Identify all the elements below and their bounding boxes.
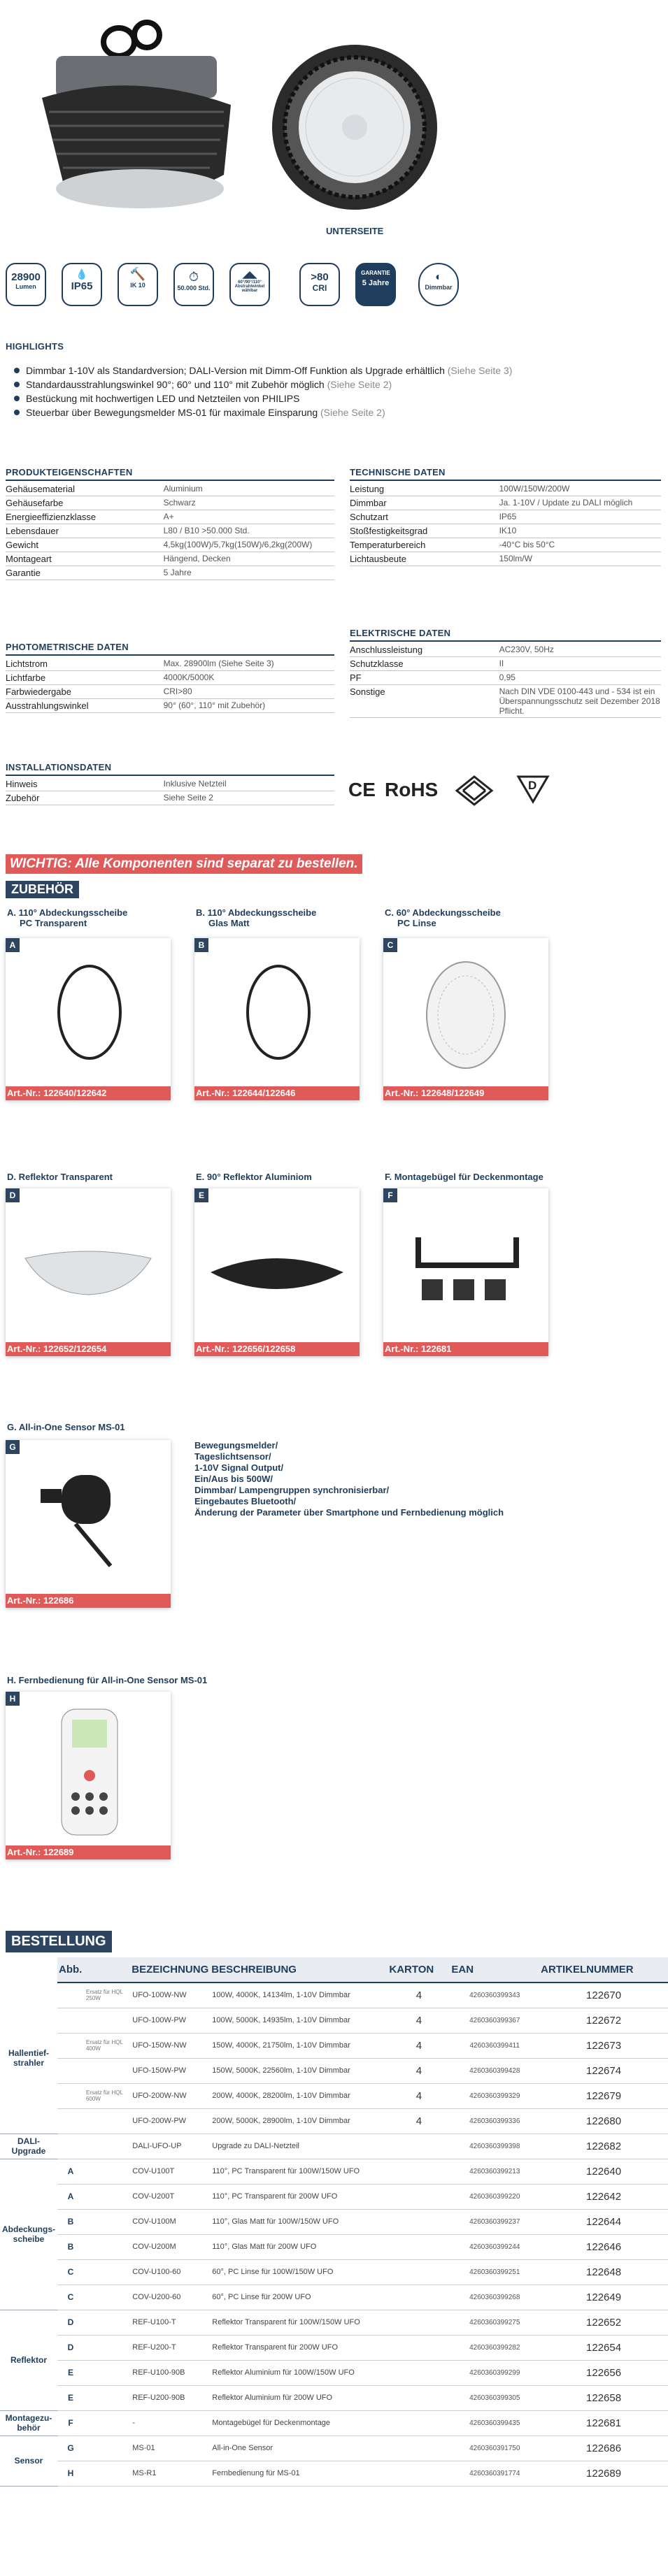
order-beschreibung: 100W, 5000K, 14935lm, 1-10V Dimmbar xyxy=(210,2008,388,2033)
order-ean: 4260360399268 xyxy=(450,2284,539,2310)
order-ean: 4260360399275 xyxy=(450,2310,539,2335)
acc-f-title: F. Montagebügel für Deckenmontage xyxy=(385,1172,543,1182)
spec-value: 100W/150W/200W xyxy=(499,482,661,496)
photometrisch-title: PHOTOMETRISCHE DATEN xyxy=(6,642,129,652)
order-ean: 4260360399282 xyxy=(450,2335,539,2360)
order-bezeichnung: REF-U200-T xyxy=(130,2335,210,2360)
order-bezeichnung: COV-U200-60 xyxy=(130,2284,210,2310)
order-artikelnummer: 122672 xyxy=(539,2008,668,2033)
order-bezeichnung: REF-U100-90B xyxy=(130,2360,210,2385)
order-karton xyxy=(388,2360,450,2385)
order-row xyxy=(0,2033,668,2058)
order-bezeichnung: REF-U100-T xyxy=(130,2310,210,2335)
order-bezeichnung: UFO-100W-NW xyxy=(130,1983,210,2008)
order-bezeichnung: COV-U200T xyxy=(130,2184,210,2209)
d-mark: D xyxy=(516,775,550,806)
order-abb: F xyxy=(57,2410,84,2435)
order-row xyxy=(0,2259,668,2284)
order-row xyxy=(0,2385,668,2410)
order-abb xyxy=(57,1983,84,2008)
spec-value: Nach DIN VDE 0100-443 und - 534 ist ein Überspannungsschutz seit Dezember 2018 Pflicht. xyxy=(499,685,661,718)
spec-key: Lichtfarbe xyxy=(6,671,164,685)
order-beschreibung: 150W, 4000K, 21750lm, 1-10V Dimmbar xyxy=(210,2033,388,2058)
order-artikelnummer: 122679 xyxy=(539,2083,668,2108)
order-row xyxy=(0,2058,668,2083)
spec-value: Aluminium xyxy=(164,482,334,496)
order-ean: 4260360399213 xyxy=(450,2159,539,2184)
order-row xyxy=(0,2435,668,2461)
order-note xyxy=(84,2209,130,2234)
spec-value: 0,95 xyxy=(499,671,661,685)
order-ean: 4260360399244 xyxy=(450,2234,539,2259)
order-beschreibung: 100W, 4000K, 14134lm, 1-10V Dimmbar xyxy=(210,1983,388,2008)
order-row xyxy=(0,2083,668,2108)
spec-value: CRI>80 xyxy=(164,685,334,699)
order-ean: 4260360399367 xyxy=(450,2008,539,2033)
spec-key: Lebensdauer xyxy=(6,524,164,538)
weee-mark xyxy=(453,775,495,809)
order-note xyxy=(84,2385,130,2410)
order-beschreibung: 110°, PC Transparent für 200W UFO xyxy=(210,2184,388,2209)
order-note xyxy=(84,2184,130,2209)
spec-key: Lichtstrom xyxy=(6,657,164,671)
spec-key: Hinweis xyxy=(6,777,164,791)
order-beschreibung: 110°, Glas Matt für 200W UFO xyxy=(210,2234,388,2259)
order-group-label: Abdeckungs- scheibe xyxy=(0,2159,57,2310)
order-row xyxy=(0,2008,668,2033)
order-artikelnummer: 122646 xyxy=(539,2234,668,2259)
produkt-row xyxy=(6,566,334,580)
installation-table xyxy=(6,777,334,805)
ik10-icon: 🔨 IK 10 xyxy=(118,263,158,306)
highlight-item: Steuerbar über Bewegungsmelder MS-01 für maximale Einsparung (Siehe Seite 2) xyxy=(14,405,385,419)
produkt-row xyxy=(6,496,334,510)
spec-value: A+ xyxy=(164,510,334,524)
order-bezeichnung: UFO-150W-PW xyxy=(130,2058,210,2083)
order-ean: 4260360399428 xyxy=(450,2058,539,2083)
order-note: Ersatz für HQL 600W xyxy=(84,2083,130,2108)
order-artikelnummer: 122673 xyxy=(539,2033,668,2058)
spec-key: Dimmbar xyxy=(350,496,499,510)
technisch-row xyxy=(350,552,661,566)
order-note xyxy=(84,2234,130,2259)
elektrisch-row xyxy=(350,685,661,718)
spec-key: Schutzart xyxy=(350,510,499,524)
order-row xyxy=(0,2159,668,2184)
order-abb: B xyxy=(57,2209,84,2234)
spec-key: Farbwiedergabe xyxy=(6,685,164,699)
order-artikelnummer: 122652 xyxy=(539,2310,668,2335)
order-note xyxy=(84,2159,130,2184)
order-group-label: Montagezu- behör xyxy=(0,2410,57,2435)
cri-icon: >80 CRI xyxy=(299,263,340,306)
order-beschreibung: 60°, PC Linse für 200W UFO xyxy=(210,2284,388,2310)
order-row xyxy=(0,1983,668,2008)
technisch-row xyxy=(350,496,661,510)
order-ean: 4260360391750 xyxy=(450,2435,539,2461)
technisch-table xyxy=(350,482,661,566)
order-abb xyxy=(57,2008,84,2033)
order-note xyxy=(84,2435,130,2461)
order-artikelnummer: 122654 xyxy=(539,2335,668,2360)
acc-b-title: B. 110° Abdeckungsscheibe Glas Matt xyxy=(196,907,317,928)
highlight-item: Standardausstrahlungswinkel 90°; 60° und 110° mit Zubehör möglich (Siehe Seite 2) xyxy=(14,377,392,391)
spec-value: IK10 xyxy=(499,524,661,538)
order-row xyxy=(0,2360,668,2385)
order-beschreibung: Upgrade zu DALI-Netzteil xyxy=(210,2134,388,2159)
order-beschreibung: Montagebügel für Deckenmontage xyxy=(210,2410,388,2435)
order-artikelnummer: 122649 xyxy=(539,2284,668,2310)
accessory-card-g[interactable]: G Art.-Nr.: 122686 xyxy=(6,1440,171,1608)
acc-e-title: E. 90° Reflektor Aluminiom xyxy=(196,1172,312,1182)
order-karton: 4 xyxy=(388,2108,450,2134)
dimmable-icon: ◐ Dimmbar xyxy=(418,263,459,306)
ce-mark: CE xyxy=(348,779,376,800)
technisch-row xyxy=(350,524,661,538)
order-artikelnummer: 122640 xyxy=(539,2159,668,2184)
spec-value: AC230V, 50Hz xyxy=(499,643,661,657)
order-karton xyxy=(388,2259,450,2284)
bestellung-title: BESTELLUNG xyxy=(6,1931,112,1952)
photometrisch-row xyxy=(6,671,334,685)
order-bezeichnung: MS-01 xyxy=(130,2435,210,2461)
order-abb: H xyxy=(57,2461,84,2486)
order-group-label: Reflektor xyxy=(0,2310,57,2410)
warranty-icon: GARANTIE 5 Jahre xyxy=(355,263,396,306)
product-caption: UNTERSEITE xyxy=(326,226,384,236)
order-beschreibung: All-in-One Sensor xyxy=(210,2435,388,2461)
order-note xyxy=(84,2008,130,2033)
order-note xyxy=(84,2108,130,2134)
produkt-row xyxy=(6,524,334,538)
elektrisch-row xyxy=(350,643,661,657)
order-abb xyxy=(57,2058,84,2083)
highlights-title: HIGHLIGHTS xyxy=(6,341,64,352)
order-artikelnummer: 122658 xyxy=(539,2385,668,2410)
accessory-card-c[interactable]: C Art.-Nr.: 122648/122649 xyxy=(383,938,548,1100)
order-karton xyxy=(388,2209,450,2234)
order-bezeichnung: COV-U100M xyxy=(130,2209,210,2234)
produkt-table xyxy=(6,482,334,580)
spec-key: PF xyxy=(350,671,499,685)
product-side-image xyxy=(14,14,252,224)
order-karton xyxy=(388,2234,450,2259)
order-beschreibung: 200W, 5000K, 28900lm, 1-10V Dimmbar xyxy=(210,2108,388,2134)
order-row xyxy=(0,2184,668,2209)
order-beschreibung: Reflektor Aluminium für 200W UFO xyxy=(210,2385,388,2410)
spec-value: Ja. 1-10V / Update zu DALI möglich xyxy=(499,496,661,510)
order-karton xyxy=(388,2435,450,2461)
spec-value: L80 / B10 >50.000 Std. xyxy=(164,524,334,538)
product-bottom-image xyxy=(269,42,441,213)
order-artikelnummer: 122642 xyxy=(539,2184,668,2209)
spec-value: Inklusive Netzteil xyxy=(164,777,334,791)
order-bezeichnung: COV-U200M xyxy=(130,2234,210,2259)
rohs-mark: RoHS xyxy=(385,779,439,800)
spec-key: Zubehör xyxy=(6,791,164,805)
photometrisch-table xyxy=(6,657,334,713)
order-group-label: DALI- Upgrade xyxy=(0,2134,57,2159)
spec-key: Stoßfestigkeitsgrad xyxy=(350,524,499,538)
order-ean: 4260360399336 xyxy=(450,2108,539,2134)
order-bezeichnung: COV-U100T xyxy=(130,2159,210,2184)
order-artikelnummer: 122656 xyxy=(539,2360,668,2385)
order-row xyxy=(0,2410,668,2435)
spec-value: Max. 28900lm (Siehe Seite 3) xyxy=(164,657,334,671)
order-artikelnummer: 122674 xyxy=(539,2058,668,2083)
order-beschreibung: Reflektor Transparent für 200W UFO xyxy=(210,2335,388,2360)
order-row xyxy=(0,2284,668,2310)
technisch-row xyxy=(350,538,661,552)
order-note xyxy=(84,2410,130,2435)
order-abb: D xyxy=(57,2310,84,2335)
order-note xyxy=(84,2259,130,2284)
order-abb xyxy=(57,2083,84,2108)
order-ean: 4260360399220 xyxy=(450,2184,539,2209)
installation-row xyxy=(6,777,334,791)
spec-value: 5 Jahre xyxy=(164,566,334,580)
photometrisch-row xyxy=(6,657,334,671)
order-abb xyxy=(57,2134,84,2159)
order-artikelnummer: 122648 xyxy=(539,2259,668,2284)
accessory-card-h[interactable]: H Art.-Nr.: 122689 xyxy=(6,1692,171,1859)
sensor-description: Bewegungsmelder/ Tageslichtsensor/ 1-10V Signal Output/ Ein/Aus bis 500W/ Dimmbar/ Lampengruppen synchronisierbar/ Eingebautes Bluetooth/ Änderung der Parameter über Smartphone und Fernbedienung möglich xyxy=(194,1440,504,1518)
acc-c-title: C. 60° Abdeckungsscheibe PC Linse xyxy=(385,907,501,928)
ip65-icon: 💧 IP65 xyxy=(62,263,102,306)
order-bezeichnung: - xyxy=(130,2410,210,2435)
acc-g-title: G. All-in-One Sensor MS-01 xyxy=(7,1422,125,1432)
order-beschreibung: Fernbedienung für MS-01 xyxy=(210,2461,388,2486)
order-ean: 4260360399251 xyxy=(450,2259,539,2284)
order-row xyxy=(0,2209,668,2234)
order-bezeichnung: DALI-UFO-UP xyxy=(130,2134,210,2159)
highlight-item: Dimmbar 1-10V als Standardversion; DALI-Version mit Dimm-Off Funktion als Upgrade erhältlich (Siehe Seite 3) xyxy=(14,364,512,377)
order-artikelnummer: 122689 xyxy=(539,2461,668,2486)
warning-banner: WICHTIG: Alle Komponenten sind separat zu bestellen. xyxy=(6,854,362,874)
order-karton xyxy=(388,2159,450,2184)
order-karton xyxy=(388,2410,450,2435)
order-ean: 4260360399398 xyxy=(450,2134,539,2159)
order-ean: 4260360399299 xyxy=(450,2360,539,2385)
order-artikelnummer: 122670 xyxy=(539,1983,668,2008)
accessory-card-d[interactable]: D Art.-Nr.: 122652/122654 xyxy=(6,1188,171,1356)
elektrisch-row xyxy=(350,657,661,671)
order-bezeichnung: UFO-100W-PW xyxy=(130,2008,210,2033)
order-abb: C xyxy=(57,2284,84,2310)
spec-value: -40°C bis 50°C xyxy=(499,538,661,552)
acc-d-title: D. Reflektor Transparent xyxy=(7,1172,113,1182)
order-karton xyxy=(388,2310,450,2335)
installation-title: INSTALLATIONSDATEN xyxy=(6,762,112,772)
order-karton xyxy=(388,2184,450,2209)
photometrisch-row xyxy=(6,699,334,713)
lifetime-icon: ⏱ 50.000 Std. xyxy=(173,263,214,306)
spec-key: Leistung xyxy=(350,482,499,496)
order-ean: 4260360399411 xyxy=(450,2033,539,2058)
order-karton xyxy=(388,2385,450,2410)
col-beschreibung: BESCHREIBUNG xyxy=(210,1957,388,1983)
accessory-card-a[interactable]: A Art.-Nr.: 122640/122642 xyxy=(6,938,171,1100)
highlight-item: Bestückung mit hochwertigen LED und Netzteilen von PHILIPS xyxy=(14,391,299,405)
produkt-row xyxy=(6,482,334,496)
order-bezeichnung: COV-U100-60 xyxy=(130,2259,210,2284)
order-group-label: Hallentief- strahler xyxy=(0,1983,57,2134)
col-karton: KARTON xyxy=(388,1957,450,1983)
order-abb xyxy=(57,2108,84,2134)
order-group-label: Sensor xyxy=(0,2435,57,2486)
order-note xyxy=(84,2058,130,2083)
order-note xyxy=(84,2284,130,2310)
order-bezeichnung: UFO-200W-NW xyxy=(130,2083,210,2108)
technisch-row xyxy=(350,482,661,496)
order-beschreibung: 200W, 4000K, 28200lm, 1-10V Dimmbar xyxy=(210,2083,388,2108)
order-artikelnummer: 122682 xyxy=(539,2134,668,2159)
spec-value: Hängend, Decken xyxy=(164,552,334,566)
order-beschreibung: 150W, 5000K, 22560lm, 1-10V Dimmbar xyxy=(210,2058,388,2083)
order-row xyxy=(0,2108,668,2134)
order-artikelnummer: 122680 xyxy=(539,2108,668,2134)
spec-value: IP65 xyxy=(499,510,661,524)
order-karton: 4 xyxy=(388,1983,450,2008)
order-karton xyxy=(388,2134,450,2159)
order-bezeichnung: UFO-200W-PW xyxy=(130,2108,210,2134)
order-artikelnummer: 122644 xyxy=(539,2209,668,2234)
order-abb: B xyxy=(57,2234,84,2259)
order-note: Ersatz für HQL 400W xyxy=(84,2033,130,2058)
spec-value: 4,5kg(100W)/5,7kg(150W)/6,2kg(200W) xyxy=(164,538,334,552)
spec-key: Gewicht xyxy=(6,538,164,552)
order-abb: C xyxy=(57,2259,84,2284)
spec-key: Gehäusefarbe xyxy=(6,496,164,510)
order-abb: A xyxy=(57,2159,84,2184)
elektrisch-title: ELEKTRISCHE DATEN xyxy=(350,628,451,638)
order-karton xyxy=(388,2461,450,2486)
order-beschreibung: 110°, Glas Matt für 100W/150W UFO xyxy=(210,2209,388,2234)
spec-key: Temperaturbereich xyxy=(350,538,499,552)
spec-value: 90° (60°, 110° mit Zubehör) xyxy=(164,699,334,713)
spec-key: Garantie xyxy=(6,566,164,580)
spec-value: 150lm/W xyxy=(499,552,661,566)
produkt-row xyxy=(6,552,334,566)
produkt-title: PRODUKTEIGENSCHAFTEN xyxy=(6,467,133,477)
order-karton xyxy=(388,2335,450,2360)
lumen-icon: 28900 Lumen xyxy=(6,263,46,306)
order-karton xyxy=(388,2284,450,2310)
accessory-card-b[interactable]: B Art.-Nr.: 122644/122646 xyxy=(194,938,360,1100)
spec-key: Montageart xyxy=(6,552,164,566)
spec-value: Siehe Seite 2 xyxy=(164,791,334,805)
technisch-row xyxy=(350,510,661,524)
order-note xyxy=(84,2461,130,2486)
col-abb: Abb. xyxy=(57,1957,84,1983)
order-note xyxy=(84,2134,130,2159)
order-row xyxy=(0,2310,668,2335)
spec-key: Gehäusematerial xyxy=(6,482,164,496)
order-ean: 4260360399329 xyxy=(450,2083,539,2108)
order-abb: G xyxy=(57,2435,84,2461)
order-note xyxy=(84,2360,130,2385)
order-note xyxy=(84,2335,130,2360)
technisch-title: TECHNISCHE DATEN xyxy=(350,467,446,477)
order-bezeichnung: REF-U200-90B xyxy=(130,2385,210,2410)
order-karton: 4 xyxy=(388,2008,450,2033)
order-ean: 4260360391774 xyxy=(450,2461,539,2486)
order-abb: E xyxy=(57,2360,84,2385)
order-beschreibung: 60°, PC Linse für 100W/150W UFO xyxy=(210,2259,388,2284)
order-abb: E xyxy=(57,2385,84,2410)
spec-key: Energieeffizienzklasse xyxy=(6,510,164,524)
order-karton: 4 xyxy=(388,2083,450,2108)
order-abb: A xyxy=(57,2184,84,2209)
accessory-card-e[interactable]: E Art.-Nr.: 122656/122658 xyxy=(194,1188,360,1356)
acc-h-title: H. Fernbedienung für All-in-One Sensor MS-01 xyxy=(7,1675,208,1685)
order-abb xyxy=(57,2033,84,2058)
acc-a-title: A. 110° Abdeckungsscheibe PC Transparent xyxy=(7,907,128,928)
order-bezeichnung: UFO-150W-NW xyxy=(130,2033,210,2058)
order-table xyxy=(0,1957,668,2487)
col-ean: EAN xyxy=(450,1957,539,1983)
produkt-row xyxy=(6,538,334,552)
photometrisch-row xyxy=(6,685,334,699)
installation-row xyxy=(6,791,334,805)
zubehoer-title: ZUBEHÖR xyxy=(6,881,79,898)
spec-key: Lichtausbeute xyxy=(350,552,499,566)
order-beschreibung: Reflektor Aluminium für 100W/150W UFO xyxy=(210,2360,388,2385)
order-beschreibung: Reflektor Transparent für 100W/150W UFO xyxy=(210,2310,388,2335)
order-ean: 4260360399343 xyxy=(450,1983,539,2008)
order-ean: 4260360399237 xyxy=(450,2209,539,2234)
produkt-row xyxy=(6,510,334,524)
order-artikelnummer: 122686 xyxy=(539,2435,668,2461)
order-note xyxy=(84,2310,130,2335)
order-row xyxy=(0,2335,668,2360)
spec-key: Ausstrahlungswinkel xyxy=(6,699,164,713)
order-row xyxy=(0,2234,668,2259)
order-artikelnummer: 122681 xyxy=(539,2410,668,2435)
spec-key: Schutzklasse xyxy=(350,657,499,671)
order-karton: 4 xyxy=(388,2058,450,2083)
order-ean: 4260360399435 xyxy=(450,2410,539,2435)
order-note: Ersatz für HQL 250W xyxy=(84,1983,130,2008)
order-row xyxy=(0,2461,668,2486)
spec-value: II xyxy=(499,657,661,671)
order-abb: D xyxy=(57,2335,84,2360)
order-bezeichnung: MS-R1 xyxy=(130,2461,210,2486)
order-beschreibung: 110°, PC Transparent für 100W/150W UFO xyxy=(210,2159,388,2184)
col-artikelnummer: ARTIKELNUMMER xyxy=(539,1957,668,1983)
spec-value: Schwarz xyxy=(164,496,334,510)
spec-key: Sonstige xyxy=(350,685,499,718)
beam-angle-icon: ◢◣ 60°/90°/110° Abstrahlwinkel wählbar xyxy=(229,263,270,306)
spec-value: 4000K/5000K xyxy=(164,671,334,685)
spec-key: Anschlussleistung xyxy=(350,643,499,657)
elektrisch-table xyxy=(350,643,661,718)
col-bezeichnung: BEZEICHNUNG xyxy=(130,1957,210,1983)
order-row xyxy=(0,2134,668,2159)
accessory-card-f[interactable]: F Art.-Nr.: 122681 xyxy=(383,1188,548,1356)
order-ean: 4260360399305 xyxy=(450,2385,539,2410)
elektrisch-row xyxy=(350,671,661,685)
order-karton: 4 xyxy=(388,2033,450,2058)
